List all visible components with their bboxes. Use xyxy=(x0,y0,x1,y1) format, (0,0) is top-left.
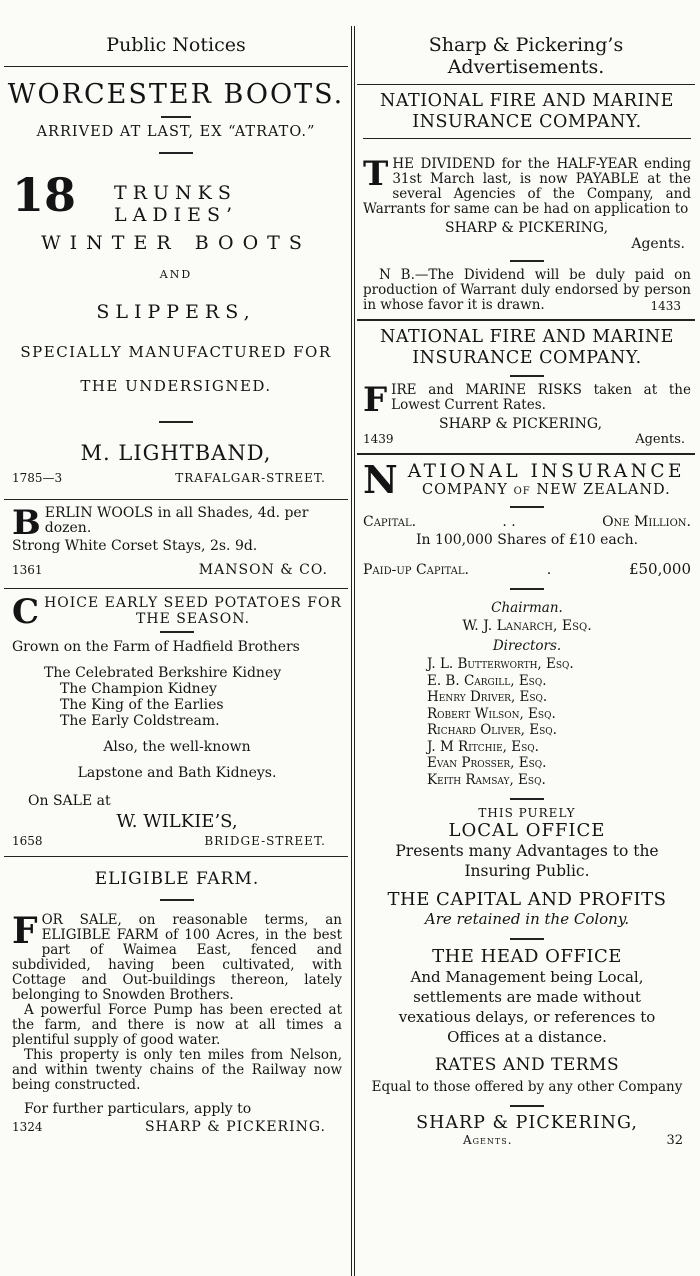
eligible-farm-ad xyxy=(4,869,348,1135)
ad-line: AND xyxy=(159,268,193,281)
capital-value: One Million. xyxy=(602,514,691,530)
shares-line: In 100,000 Shares of £10 each. xyxy=(415,532,639,548)
drop-cap: F xyxy=(12,910,38,952)
ad-paragraph: This property is only ten miles from Nelson, and within twenty chains of the Railway now being constructed. xyxy=(12,1047,342,1093)
dash xyxy=(160,631,194,633)
variety-item: The Champion Kidney xyxy=(60,681,217,697)
ad-line: Are retained in the Colony. xyxy=(424,910,630,928)
drop-cap: T xyxy=(363,154,389,194)
variety-item: The King of the Earlies xyxy=(60,697,224,713)
director: Evan Prosser, Esq. xyxy=(427,755,547,771)
ad-line: Equal to those offered by any other Company xyxy=(371,1079,683,1095)
divider xyxy=(357,84,695,85)
ad-ref: 1658 xyxy=(12,834,43,848)
drop-cap: F xyxy=(363,380,388,420)
ad-ref: 1785—3 xyxy=(12,471,63,485)
divider xyxy=(4,66,348,67)
national-insurance-ad xyxy=(357,457,695,1148)
ad-title: HOICE EARLY SEED POTATOES FOR THE SEASON. xyxy=(44,595,342,627)
ad-line: RATES AND TERMS xyxy=(434,1055,620,1075)
column-divider xyxy=(351,26,352,1276)
ad-paragraph: OR SALE, on reasonable terms, an ELIGIBLE FARM of 100 Acres, in the best part of Waimea East, fenced and subdivided, having been cultivated, with Cottage and Out-buildings thereon, lately belonging to Snowden Brothers. xyxy=(12,912,342,1003)
directors-list xyxy=(363,656,691,788)
chairman-name: W. J. Lanarch, Esq. xyxy=(462,618,592,634)
divider xyxy=(4,588,348,589)
ad-line: THE CAPITAL AND PROFITS xyxy=(387,889,667,910)
ad-line: THE HEAD OFFICE xyxy=(432,946,622,967)
chairman-label: Chairman. xyxy=(491,600,563,616)
ad-line: SLIPPERS, xyxy=(96,301,256,323)
fire-risks-ad xyxy=(357,327,695,447)
variety-list xyxy=(12,665,342,729)
ad-line: WINTER BOOTS xyxy=(41,232,311,254)
dash xyxy=(510,1105,544,1107)
director: J. L. Butterworth, Esq. xyxy=(427,656,574,672)
ad-text: Strong White Corset Stays, 2s. 9d. xyxy=(12,538,258,554)
divider xyxy=(4,856,348,857)
divider xyxy=(357,453,695,455)
ad-paragraph: A powerful Force Pump has been erected at the farm, and there is now at all times a plentiful supply of good water. xyxy=(12,1002,342,1048)
column-header: Sharp & Pickering’s Advertisements. xyxy=(428,34,624,78)
ad-headline: WORCESTER BOOTS. xyxy=(7,79,345,110)
ad-ref: 1324 xyxy=(12,1120,43,1134)
dash xyxy=(510,588,544,590)
director: Richard Oliver, Esq. xyxy=(427,722,557,738)
director: Robert Wilson, Esq. xyxy=(427,705,556,722)
ad-text: Lapstone and Bath Kidneys. xyxy=(77,765,277,781)
ad-paragraph: N B.—The Dividend will be duly paid on production of Warrant duly endorsed by person in whose favor it is drawn. xyxy=(363,267,691,313)
firm-name: SHARP & PICKERING, xyxy=(439,416,603,432)
ad-line: SPECIALLY MANUFACTURED FOR xyxy=(20,343,332,361)
paid-dot: . xyxy=(546,562,552,578)
ad-line: Presents many Advantages to the Insuring Public. xyxy=(395,842,659,880)
dash xyxy=(159,421,193,423)
dash xyxy=(510,506,544,508)
merchant-name: SHARP & PICKERING. xyxy=(144,1119,326,1135)
divider xyxy=(4,499,348,500)
capital-label: Capital. xyxy=(363,514,417,530)
director: Keith Ramsay, Esq. xyxy=(427,771,546,788)
right-column xyxy=(357,0,695,1276)
berlin-wools-ad xyxy=(4,503,348,578)
column-divider-inner xyxy=(354,26,355,1276)
drop-cap: N xyxy=(363,457,398,502)
ad-title: COMPANY of NEW ZEALAND. xyxy=(421,482,671,498)
ad-line: And Management being Local, settlements are made without vexatious delays, or references to Offices at a distance. xyxy=(398,968,656,1046)
divider xyxy=(363,138,691,139)
director: E. B. Cargill, Esq. xyxy=(427,672,547,689)
agents-label: Agents. xyxy=(635,432,685,447)
worcester-boots-ad xyxy=(4,79,348,485)
ad-text: Grown on the Farm of Hadfield Brothers xyxy=(12,639,300,655)
paid-label: Paid-up Capital. xyxy=(363,562,469,578)
drop-cap: B xyxy=(12,503,41,543)
ad-ref: 1361 xyxy=(12,563,43,577)
ad-subline: ARRIVED AT LAST, EX “ATRATO.” xyxy=(36,124,316,140)
dash xyxy=(159,152,193,154)
ad-line: TRUNKS LADIES’ xyxy=(114,182,239,226)
agents-label: Agents. xyxy=(463,1133,513,1147)
merchant-name: M. LIGHTBAND, xyxy=(80,441,272,465)
dash xyxy=(161,116,191,118)
ad-text: Also, the well-known xyxy=(103,739,251,755)
merchant-name: MANSON & CO. xyxy=(198,562,328,578)
seed-potatoes-ad xyxy=(4,592,348,848)
ad-line: THIS PURELY xyxy=(478,806,576,820)
ad-text: On SALE at xyxy=(28,793,111,809)
ad-text: For further particulars, apply to xyxy=(24,1101,252,1117)
column-header: Public Notices xyxy=(106,34,246,56)
ad-text: ERLIN WOOLS in all Shades, 4d. per dozen. xyxy=(44,505,309,536)
dash xyxy=(510,938,544,940)
variety-item: The Early Coldstream. xyxy=(60,713,220,729)
left-column xyxy=(4,0,348,1276)
divider xyxy=(357,319,695,321)
ad-ref: 1433 xyxy=(650,299,681,313)
big-number: 18 xyxy=(12,168,77,222)
ad-ref: 32 xyxy=(666,1133,683,1148)
ad-title: NATIONAL FIRE AND MARINE INSURANCE COMPANY. xyxy=(380,327,674,368)
firm-name: SHARP & PICKERING, xyxy=(416,1113,638,1133)
ad-paragraph: IRE and MARINE RISKS taken at the Lowest Current Rates. xyxy=(391,382,691,413)
ad-title: NATIONAL FIRE AND MARINE INSURANCE COMPANY. xyxy=(380,91,674,132)
dividend-ad xyxy=(357,91,695,313)
street: BRIDGE-STREET. xyxy=(204,834,326,848)
merchant-name: W. WILKIE’S, xyxy=(116,811,238,832)
dash xyxy=(510,798,544,800)
director: Henry Driver, Esq. xyxy=(427,689,548,705)
drop-cap: C xyxy=(12,592,41,632)
variety-item: The Celebrated Berkshire Kidney xyxy=(44,665,282,681)
ad-ref: 1439 xyxy=(363,432,394,446)
agents-label: Agents. xyxy=(631,236,685,252)
ad-line: THE UNDERSIGNED. xyxy=(80,377,272,395)
dash xyxy=(510,260,544,262)
ad-headline: ELIGIBLE FARM. xyxy=(94,869,260,889)
firm-name: SHARP & PICKERING, xyxy=(445,220,609,236)
ad-title: ATIONAL INSURANCE xyxy=(407,461,685,482)
ad-line: LOCAL OFFICE xyxy=(448,820,606,841)
ad-paragraph: HE DIVIDEND for the HALF-YEAR ending 31st March last, is now PAYABLE at the several Agencies of the Company, and Warrants for same can be had on application to xyxy=(363,156,691,217)
dash xyxy=(510,375,544,377)
directors-label: Directors. xyxy=(492,638,562,654)
street: TRAFALGAR-STREET. xyxy=(175,471,326,485)
dash xyxy=(160,899,194,901)
director: J. M Ritchie, Esq. xyxy=(427,738,539,755)
capital-dots: . . xyxy=(502,514,516,530)
paid-value: £50,000 xyxy=(628,560,691,578)
